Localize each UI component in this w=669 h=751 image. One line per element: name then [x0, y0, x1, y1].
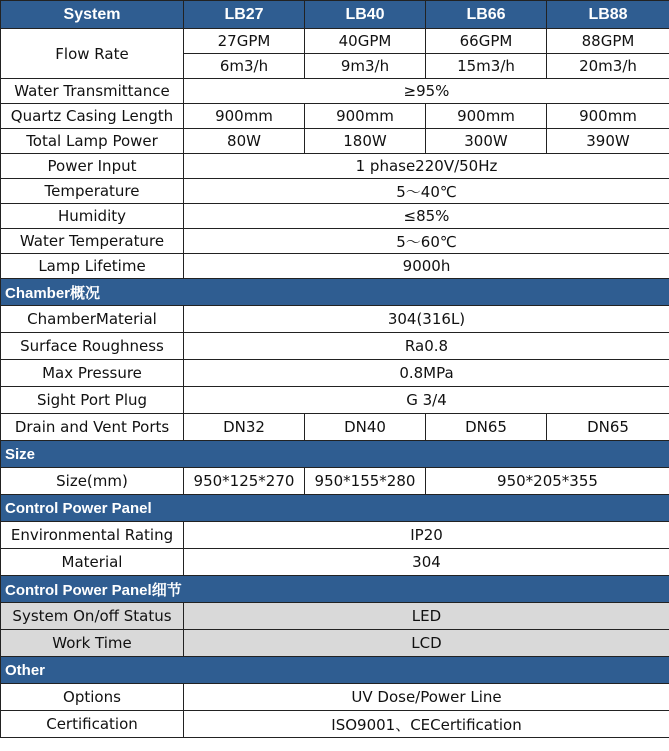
water-transmittance-value: ≥95%: [184, 79, 669, 104]
model-header-lb27: LB27: [184, 1, 305, 29]
water-transmittance-row: [1, 79, 669, 104]
environmental-rating-row: [1, 522, 669, 549]
lamp-power-row: [1, 129, 669, 154]
max-pressure-label: Max Pressure: [1, 360, 184, 387]
power-input-row: [1, 154, 669, 179]
drain-lb88: DN65: [547, 414, 669, 441]
max-pressure-row: [1, 360, 669, 387]
surface-roughness-row: [1, 333, 669, 360]
panel-material-label: Material: [1, 549, 184, 576]
model-header-lb40: LB40: [305, 1, 426, 29]
onoff-status-value: LED: [184, 603, 669, 630]
drain-ports-label: Drain and Vent Ports: [1, 414, 184, 441]
power-input-value: 1 phase220V/50Hz: [184, 154, 669, 179]
other-section-title: Other: [1, 657, 669, 684]
lamp-power-lb88: 390W: [547, 129, 669, 154]
size-section-title: Size: [1, 441, 669, 468]
options-label: Options: [1, 684, 184, 711]
model-header-lb88: LB88: [547, 1, 669, 29]
environmental-rating-value: IP20: [184, 522, 669, 549]
flow-m3h-lb27: 6m3/h: [184, 54, 305, 79]
lamp-power-lb66: 300W: [426, 129, 547, 154]
panel-material-row: [1, 549, 669, 576]
chamber-material-row: [1, 306, 669, 333]
flow-m3h-lb66: 15m3/h: [426, 54, 547, 79]
size-row: [1, 468, 669, 495]
water-temperature-row: [1, 229, 669, 254]
control-detail-section-title: Control Power Panel细节: [1, 576, 669, 603]
panel-material-value: 304: [184, 549, 669, 576]
water-transmittance-label: Water Transmittance: [1, 79, 184, 104]
lamp-lifetime-label: Lamp Lifetime: [1, 254, 184, 279]
system-header: System: [1, 1, 184, 29]
lamp-power-lb27: 80W: [184, 129, 305, 154]
flow-gpm-lb66: 66GPM: [426, 29, 547, 54]
flow-m3h-lb88: 20m3/h: [547, 54, 669, 79]
drain-ports-row: [1, 414, 669, 441]
humidity-row: [1, 204, 669, 229]
chamber-section-row: [1, 279, 669, 306]
quartz-length-lb66: 900mm: [426, 104, 547, 129]
model-header-lb66: LB66: [426, 1, 547, 29]
size-lb27: 950*125*270: [184, 468, 305, 495]
work-time-label: Work Time: [1, 630, 184, 657]
other-section-row: [1, 657, 669, 684]
size-label: Size(mm): [1, 468, 184, 495]
water-temperature-value: 5～60℃: [184, 229, 669, 254]
onoff-status-label: System On/off Status: [1, 603, 184, 630]
surface-roughness-label: Surface Roughness: [1, 333, 184, 360]
chamber-material-value: 304(316L): [184, 306, 669, 333]
environmental-rating-label: Environmental Rating: [1, 522, 184, 549]
lamp-lifetime-row: [1, 254, 669, 279]
quartz-length-row: [1, 104, 669, 129]
flow-gpm-lb27: 27GPM: [184, 29, 305, 54]
flow-rate-label: Flow Rate: [1, 29, 184, 79]
certification-row: [1, 711, 669, 738]
size-lb66-lb88: 950*205*355: [426, 468, 669, 495]
options-row: [1, 684, 669, 711]
temperature-label: Temperature: [1, 179, 184, 204]
work-time-row: [1, 630, 669, 657]
chamber-section-title: Chamber概况: [1, 279, 669, 306]
drain-lb66: DN65: [426, 414, 547, 441]
quartz-length-lb40: 900mm: [305, 104, 426, 129]
flow-gpm-lb40: 40GPM: [305, 29, 426, 54]
temperature-row: [1, 179, 669, 204]
lamp-power-lb40: 180W: [305, 129, 426, 154]
surface-roughness-value: Ra0.8: [184, 333, 669, 360]
size-section-row: [1, 441, 669, 468]
humidity-label: Humidity: [1, 204, 184, 229]
certification-label: Certification: [1, 711, 184, 738]
flow-rate-row-gpm: [1, 29, 669, 54]
power-input-label: Power Input: [1, 154, 184, 179]
header-row: [1, 1, 669, 29]
control-detail-section-row: [1, 576, 669, 603]
lamp-power-label: Total Lamp Power: [1, 129, 184, 154]
work-time-value: LCD: [184, 630, 669, 657]
sight-port-value: G 3/4: [184, 387, 669, 414]
water-temperature-label: Water Temperature: [1, 229, 184, 254]
quartz-length-label: Quartz Casing Length: [1, 104, 184, 129]
lamp-lifetime-value: 9000h: [184, 254, 669, 279]
max-pressure-value: 0.8MPa: [184, 360, 669, 387]
control-section-title: Control Power Panel: [1, 495, 669, 522]
sight-port-label: Sight Port Plug: [1, 387, 184, 414]
options-value: UV Dose/Power Line: [184, 684, 669, 711]
certification-value: ISO9001、CECertification: [184, 711, 669, 738]
drain-lb27: DN32: [184, 414, 305, 441]
flow-gpm-lb88: 88GPM: [547, 29, 669, 54]
drain-lb40: DN40: [305, 414, 426, 441]
quartz-length-lb88: 900mm: [547, 104, 669, 129]
onoff-status-row: [1, 603, 669, 630]
size-lb40: 950*155*280: [305, 468, 426, 495]
chamber-material-label: ChamberMaterial: [1, 306, 184, 333]
humidity-value: ≤85%: [184, 204, 669, 229]
temperature-value: 5～40℃: [184, 179, 669, 204]
quartz-length-lb27: 900mm: [184, 104, 305, 129]
flow-m3h-lb40: 9m3/h: [305, 54, 426, 79]
sight-port-row: [1, 387, 669, 414]
control-section-row: [1, 495, 669, 522]
